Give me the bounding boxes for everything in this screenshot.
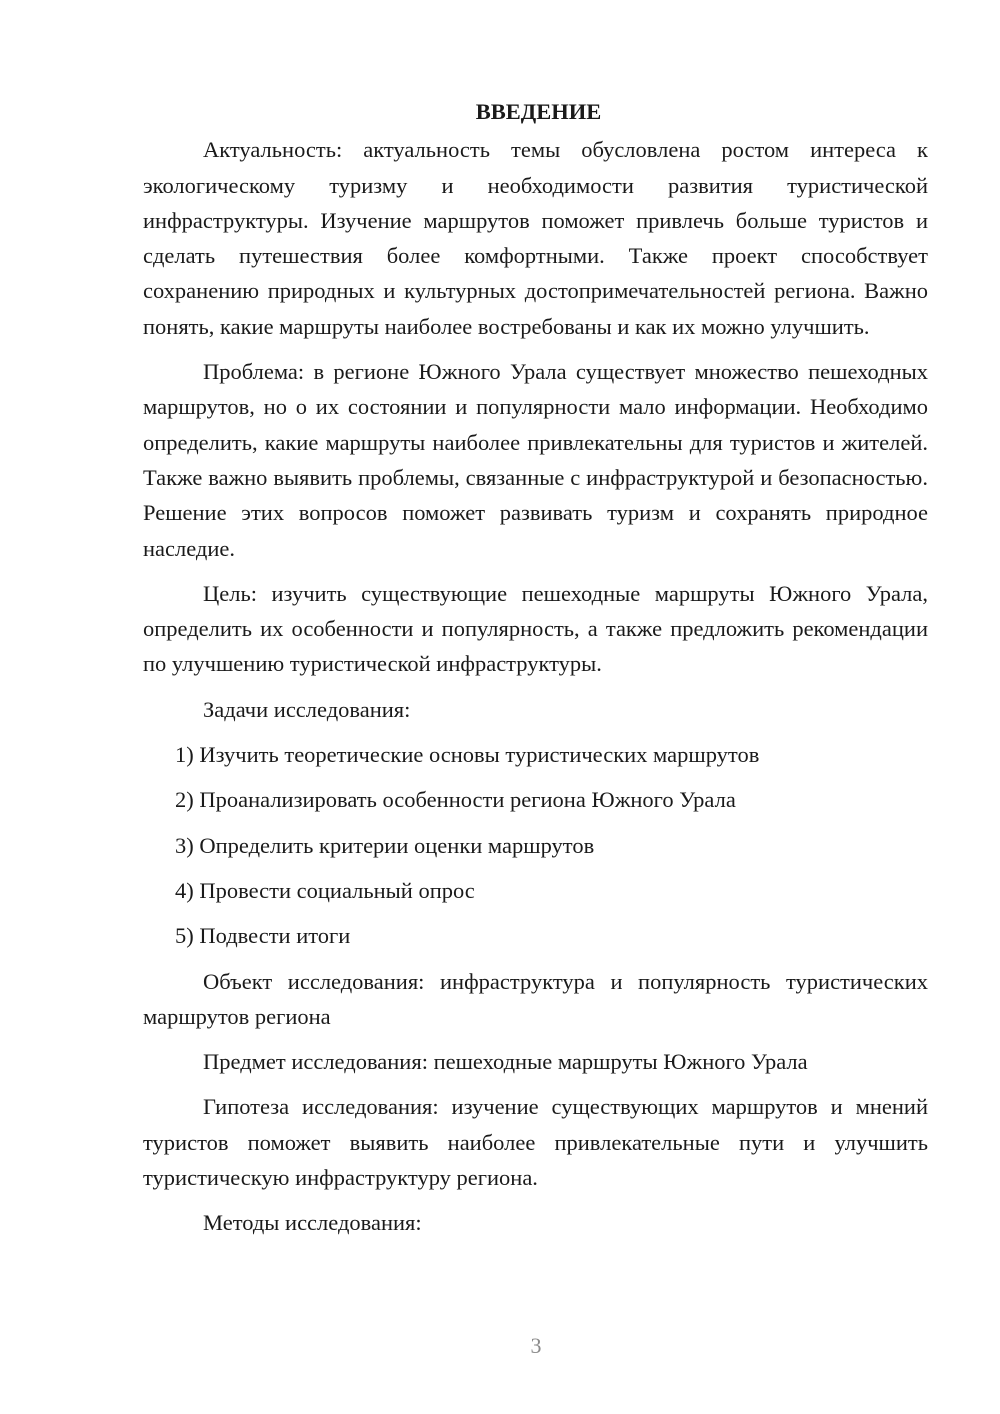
task-item-1: 1) Изучить теоретические основы туристических маршрутов <box>175 742 760 768</box>
subject-paragraph: Предмет исследования: пешеходные маршруты Южного Урала <box>203 1049 808 1075</box>
methods-title: Методы исследования: <box>203 1210 422 1236</box>
page-number: 3 <box>530 1333 542 1358</box>
relevance-paragraph: Актуальность: актуальность темы обусловлена ростом интереса к экологическому туризму и необходимости развития туристической инфраструктуры. Изучение маршрутов поможет привлечь больше туристов и сделать путешествия более комфортными. Также проект способствует сохранению природных и культурных достопримечательностей региона. Важно понять, какие маршруты наиболее востребованы и как их можно улучшить. <box>143 137 928 339</box>
section-heading: ВВЕДЕНИЕ <box>475 99 602 124</box>
hypothesis-paragraph: Гипотеза исследования: изучение существующих маршрутов и мнений туристов поможет выявить наиболее привлекательные пути и улучшить туристическую инфраструктуру региона. <box>143 1094 928 1191</box>
page-content <box>143 94 928 1251</box>
problem-paragraph: Проблема: в регионе Южного Урала существует множество пешеходных маршрутов, но о их состоянии и популярности мало информации. Необходимо определить, какие маршруты наиболее привлекательны для туристов и жителей. Также важно выявить проблемы, связанные с инфраструктурой и безопасностью. Решение этих вопросов поможет развивать туризм и сохранять природное наследие. <box>143 359 928 561</box>
task-item-2: 2) Проанализировать особенности региона Южного Урала <box>175 787 736 813</box>
task-item-5: 5) Подвести итоги <box>175 923 351 949</box>
goal-paragraph: Цель: изучить существующие пешеходные маршруты Южного Урала, определить их особенности и популярность, а также предложить рекомендации по улучшению туристической инфраструктуры. <box>143 580 928 677</box>
task-item-3: 3) Определить критерии оценки маршрутов <box>175 832 595 858</box>
task-list <box>143 737 928 953</box>
object-paragraph: Объект исследования: инфраструктура и популярность туристических маршрутов региона <box>143 968 928 1029</box>
task-item-4: 4) Провести социальный опрос <box>175 877 475 903</box>
tasks-title: Задачи исследования: <box>203 696 411 722</box>
